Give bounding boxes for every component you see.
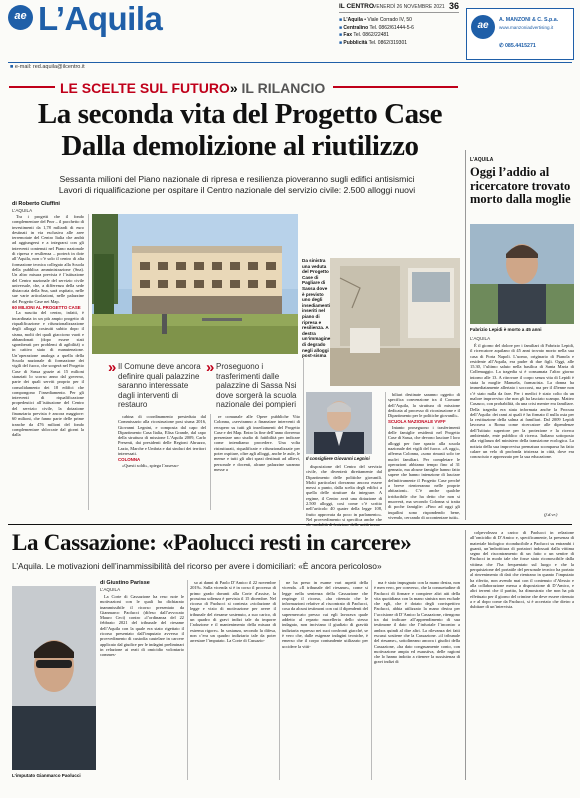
bottom-column-3: [282, 580, 368, 780]
degraded-apartment-image: [330, 258, 460, 386]
main-subhead: SCUOLA NAZIONALE VVFF: [388, 419, 446, 425]
main-paragraph: cabina di coordinamento presieduta dal Commissario alla ricostruzione post sisma 2016, Giovanni Legnini, e composta dal capo del Dipartimento Casa Italia, Elisa Grande, dal capo della struttura di missione L’Aquila 2009, Carlo Presenti, dai presidenti delle Regioni Abruzzo, Lazio, Marche e Umbria e dai sindaci dei territori interessati.: [118, 414, 206, 457]
bottom-paragraph: colpevolezza a carico di Paolucci in relazione all’omicidio di D’Amico e, specificamente, la presenza di materiale biologico riconducibile a Paolucci su entrambi i guanti, un’imbottitura di portatori indossati dalla vittima segno del riscontramento di un fatto o un sentire di Paolucci in modo tale che fosse stato riconoscibile dalla vittima che l’ha frequentato sul luogo e che la perquisizione del portatile del personale tecnico ha portato al rinvenimento di dati che rientrano in quanto l’imputato ha riferito, non avendo mai con il contenuto d’Alessio e alla collaborazione messa a disposizione di D’Amico, e altri terreni che il partito, ha dimostrato che non ha più effettuato per il giorno del crimine che deve essere ritenuto a e al dopo come da Paolucci, si è accertato che dietro a dubitare di un’intervista.: [470, 530, 574, 610]
main-headline-line-2: Dalla demolizione al riutilizzo: [61, 130, 419, 162]
pull-quote-1-text: Il Comune deve ancora definire quali palazzine saranno interessate dagli interventi di restauro: [118, 362, 201, 409]
advertiser-url[interactable]: www.manzoniadvertising.it: [499, 25, 554, 30]
pull-quote-1: [108, 359, 206, 410]
main-subhead: COLONNA: [118, 457, 141, 463]
side-photo-caption: Fabrizio Lepidi è morto a 45 anni: [470, 327, 542, 332]
bottom-column-5: [470, 530, 574, 780]
main-column-1: [12, 214, 84, 510]
contact-address: ■ L’Aquila • Viale Corrado IV, 50: [339, 17, 412, 23]
main-paragraph: biliari destinate saranno oggetto di specifica convenzione tra il Comune dell’Aquila, la struttura di missione dedicata al processo di ricostruzione e il Dipartimento per le politiche giovanili».: [388, 392, 460, 419]
bottom-paragraph: so ai danni di Paolo D’Amico il 22 novembre 2019». Sulla vicenda si è in corso il processo di primo grado davanti alla Corte d’assise, la prossima udienza è prevista il 15 dicembre. Nel ricorso di Paolucci si contesta «violazione di legge e vizio di motivazione per avere il tribunale del riesame sostenuto, a suo carico, di un quadro di gravi indizi tale da imporre l’adozione e il mantenimento della misura di estrema rigore». In sostanza, secondo la difesa, non c’era un quadro indiziario tale da poter arrestare l’imputato. La Corte di Cassazio-: [190, 580, 276, 644]
issue-date: VENERDÌ 26 NOVEMBRE 2021: [373, 3, 445, 10]
paolucci-photo-caption: L’imputato Gianmarco Paolucci: [12, 773, 81, 778]
square-icon: ■: [10, 64, 14, 70]
advertiser-logo-mark: ae: [477, 20, 489, 31]
email-contact[interactable]: ■ e-mail: red.aquila@ilcentro.it: [10, 64, 85, 70]
contact-ads: ■ Pubblicità Tel. 0862/319301: [339, 39, 408, 46]
bottom-paragraph: La Corte di Cassazione ha reso note le motivazioni con le quali ha dichiarato inammissibile il ricorso presentato da Gianmarco Paolucci (difeso dall’avvocato Mauro Ceci) contro «l’ordinanza del 22 febbraio 2021 del tribunale del riesame dell’Aquila con la quale era stato rigettato il ricorso presentato dall’imputato avverso il provvedimento di custodia cautelare in carcere applicato dal giudice per le indagini preliminari in relazione ai reati di omicidio volontario commes-: [100, 594, 184, 658]
main-column-5: [388, 392, 460, 520]
contacts-block: [339, 17, 414, 47]
main-column-4: [306, 464, 382, 522]
masthead-logo-mark: ae: [14, 10, 27, 22]
quote-mark-icon: »: [108, 359, 117, 376]
paolucci-photo-image: [12, 586, 96, 770]
photo-caption-legnini: Il consigliere Giovanni Legnini: [306, 456, 370, 461]
masthead-title: L’Aquila: [38, 0, 163, 37]
side-headline: Oggi l’addio al ricercatore trovato morto dalla moglie: [470, 165, 571, 206]
bottom-summary: L’Aquila. Le motivazioni dell’inammissibilità del ricorso per avere i domiciliari: «È ancora pericoloso»: [12, 561, 382, 571]
pull-quote-2-text: Proseguono i trasferimenti dalle palazzine di Sassa Nsi dove sorgerà la scuola nazionale dei pompieri: [216, 362, 297, 409]
project-case-photo: [92, 214, 298, 354]
side-paragraph: È il giorno del dolore per i familiari di Fabrizio Lepidi, il ricercatore aquilano di 45 anni trovato morto nella sua casa di Porta Napoli. L’uomo, originario di Pianola e residente all’Aquila, era padre di due figli. Oggi, alle 15.30, l’ultimo saluto nella basilica di Santa Maria di Collemaggio. La tragedia si è consumata l’altro giorno intorno alle 13. A ritrovare il corpo senza vita di Lepidi è stata la moglie Manuela, farmacista. La donna ha immediatamente allertato i soccorsi, ma per il 45enne non c’è stato nulla da fare. Per i medici è stato colto da un malore improvviso che non gli ha lasciato scampo. Matteo Casasco, con probabilità, da una crisi mentre era familiare. Della tragedia era stata informata anche la Procura dell’Aquila: dei rami ai quali è ha firmato il nulla osta per la restituzione della salma ai familiari. Dal 2009 Lepidi lavorava a Roma come ricercatore alle dipendenze dell’Istituto superiore per la protezione e la ricerca ambientale, ente pubblico di ricerca. Italiano sottoposto alla vigilanza del ministero della transizione ecologica. La notizia della sua improvvisa prematura scomparsa ha fatto calare un velo di profonda tristezza in città, dove era conosciuto e apprezzato per la sua educazione.: [470, 343, 574, 460]
advertiser-company: A. MANZONI & C. S.p.a.: [499, 17, 559, 23]
legnini-portrait: [306, 392, 372, 454]
bottom-headline: La Cassazione: «Paolucci resti in carcere»: [12, 530, 412, 555]
legnini-portrait-image: [306, 392, 372, 454]
main-place: L’AQUILA: [12, 208, 33, 213]
main-paragraph: Tra i progetti che il fondo complementare del Pnrr – il pacchetto di investimenti da 1,78 miliardi di euro destinati in via esclusiva alle aree terremotate del Centro Italia che andrà ad aggiungersi e a integrarsi con gli interventi contenuti nel Piano nazionale di ripresa e resilienza – porterà in dote all’Aquila, non c’è solo il centro di alta formazione tecnica collegato alla Scuola della pubblica amministrazione (Sna). Un altro misura prevista è l’istituzione del Centro nazionale del servizio civile universale, che, a differenza della sede distaccata della Sna, sarà ospitato, nelle sue varie articolazioni, nelle palazzine del Progetto Case nei Map.: [12, 214, 84, 304]
bottom-column-4: [374, 580, 460, 780]
side-place-2: L’AQUILA: [470, 336, 491, 341]
main-headline-line-1: La seconda vita del Progetto Case: [37, 98, 443, 130]
kicker-subtopic: IL RILANCIO: [241, 80, 326, 96]
main-column-3: [214, 414, 300, 510]
main-summary-line-2: Lavori di riqualificazione per ospitare il Centro nazionale del servizio civile: 2.500 alloggi nuovi: [58, 185, 416, 195]
main-paragraph: Intanto proseguono i trasferimenti delle famiglie residenti nel Progetto Case di Sassa, che devono lasciare I loro alloggi per fare spazio alla scuola nazionale dei vigili del fuoco. «A oggi», afferma Colonna, «sono rimasti solo tre nuclei familiari. Per completare le operazioni abbiamo tempo fino al 31 gennaio, ma alcune famiglie hanno fatto sapere che hanno intenzione di lasciare definitivamente il Progetto Case perché a breve rientreranno nelle proprie abitazioni». C’è anche qualche irriducibile che ha detto che non si muoverà, ma secondo Colonna si tratta di poche famiglie: «Fino ad oggi gli inquilini sono rispondendo bene, vivendo, cercando di accontentare tutti».: [388, 424, 460, 520]
contact-fax: ■ Fax Tel. 0862/22481: [339, 32, 389, 39]
side-body: [470, 343, 574, 511]
project-case-photo-image: [92, 214, 298, 354]
quote-mark-icon: »: [206, 359, 215, 376]
page-number: 36: [449, 1, 460, 11]
pull-quote-2: [206, 359, 302, 410]
main-byline: di Roberto Ciuffini: [12, 201, 60, 207]
contact-switchboard: ■ Centralino Tel. 0862/61444-5-6: [339, 24, 414, 31]
side-photo: [470, 224, 574, 324]
main-subhead: 60 MILIONI AL PROGETTO CASE: [12, 305, 81, 311]
bottom-place: L’AQUILA: [100, 587, 121, 592]
kicker-separator: »: [229, 80, 238, 96]
bottom-byline: di Giustino Parisse: [100, 580, 150, 586]
main-column-2: [118, 414, 206, 510]
main-paragraph: disposizione del Centro del servizio civile, che diventerà direttamente dal Dipartimento delle politiche giovanili. Molti particolari dovranno ancora essere messi a punto, dalla scelta degli edifici a quella delle strutture da integrare. A regime, il Centro avrà una dotazione di 2.500 alloggi, così come c’è scritto nell’articolo 40 quater della legge 108, frutto approvata da poco in parlamento». Nel provvedimento si specifica anche che: [306, 464, 382, 522]
bottom-column-1: [100, 594, 184, 780]
side-signature: (f.d.vr.): [544, 512, 558, 517]
photo-caption-project-case: Da sinistra una veduta del Progetto Case di Pagliare di Sassa dove è previsto uno degli insediamenti inseriti nel piano di ripresa e resilienza. A destra un’immagine di degrado negli alloggi post-sisma: [302, 258, 331, 359]
main-paragraph: La nascita del centro, infatti, è incardinata in un più ampio progetto di riqualificazione e rifunzionalizzazione degli alloggi costruiti subito dopo il sisma, molti dei quali giacciono vuoti e abbandonati (dopo essere stati sgomberati per problemi di agibilità) o in cattivo stato di manutenzione. Un’operazione analoga a quella della Scuola nazionale di formazione dei vigili del fuoco, che sorgerà nel Progetto Case di Sassa grazie ai 15 milioni stanziati lo scorso anno dal governo, parte dei quali serviti proprio per il consolidamento dei 18 edifici che compongono l’insediamento. Per gli interventi di riqualificazione propedeutici all’istituzione del Centro del servizio civile, la dotazione finanziaria prevista è ancora maggiore: 60 milioni, che fanno parte delle prime tranche da 476 milioni del fondo complementare sbloccate dal giorni la dalla: [12, 310, 84, 438]
main-headline: [20, 98, 460, 162]
side-place: L’AQUILA: [470, 157, 494, 163]
main-summary-line-1: Sessanta milioni del Piano nazionale di ripresa e resilienza pioveranno sugli edifici antisismici: [59, 174, 415, 184]
side-photo-image: [470, 224, 574, 324]
bottom-paragraph: ne ha preso in esame vari aspetti della vicenda. «Il tribunale del riesame», come si legge nella sentenza della Cassazione che respinge il ricorso, «ha ritenuto che le informazioni relative al riscontrato di Paolucci, cosa da alcuni testimoni con cui il dipendenti del supermercato presso cui egli lavorava quale addetto al reparto macelleria dello stesso indagato, non inciviano il giudizio di gravità indiziaria espresso nei suoi confronti giacché, se è vero che, dalle esigenze indagini tecniche, è emerso che il corpo contundente utilizzato per uccidere la vitti-: [282, 580, 368, 649]
bottom-column-2: [190, 580, 276, 780]
main-paragraph: «Questi soldi», spiega l’assesso-: [122, 462, 180, 468]
advertiser-phone: ✆ 085.4415271: [499, 43, 536, 49]
degraded-apartment-photo: [330, 258, 460, 386]
main-summary: [12, 174, 462, 196]
kicker-topic: LE SCELTE SUL FUTURO: [60, 80, 230, 96]
paper-name: IL CENTRO: [339, 3, 374, 10]
phone-icon: ✆: [499, 43, 504, 49]
paolucci-photo: [12, 586, 96, 770]
main-paragraph: re comunale alle Opere pubbliche Vito Colonna, «serviranno a finanziare interventi di recupero su tutti gli insediamenti del Progetto Case e dei Map. Entro la fine dell’anno dovremo presentare uno studio di fattibilità per indicare come intendiamo procedere. Una volta ristrutturati, riqualificate e rifunzionalizzate per poter ospitare, oltre agli alloggi, anche le aule, le mense e tutti gli altri spazi destinati ad allievi, personale e docenti, alcune palazzine saranno messe a: [214, 414, 300, 472]
bottom-paragraph: ma è stato impugnato con la mano destra, non è men vero, per converso, che la consuetudine di Paolucci di firmare e compiere altri atti della vita quotidiana con la mano sinistra non esclude che egli, che è dotato degli corrispettivo Paolucci, abbia utilizzato la mano destra per l’uccisione di D’Amico la Cassazione, ritengono tra dai indicare all’apprendimento di sua testimone il dato che l’infuriale l’incontro a ambos quindi al dire altri. La rilevanza dei fatti escussi sostiene che la Cassazione. «il tribunale del riesame», sottolineano ancora i giudici della Cassazione, «ha dato congruamente conto, con motivazione ampia ed esaustiva, delle ragioni che lo hanno indotto a ritenere la sussistenza di gravi indizi di: [374, 580, 460, 665]
kicker: [60, 80, 325, 96]
advertiser-box: [466, 8, 574, 60]
